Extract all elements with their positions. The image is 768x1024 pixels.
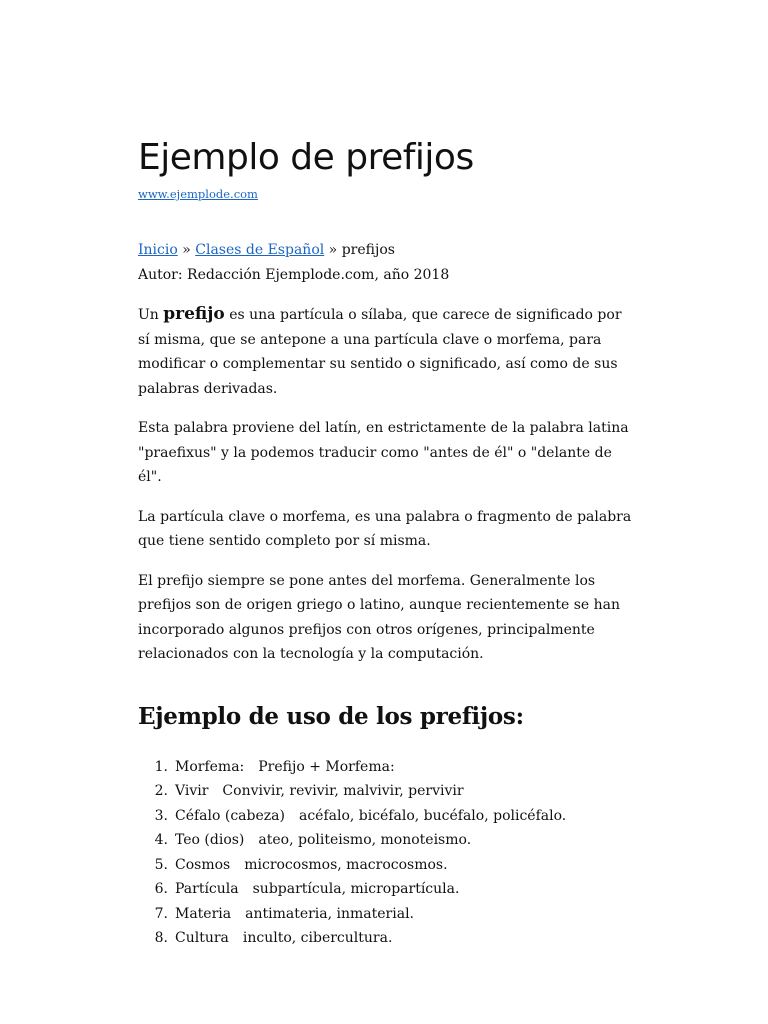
list-number: 5. <box>154 856 168 873</box>
breadcrumb-separator: » <box>177 242 196 258</box>
intro-lead: Un <box>138 307 164 323</box>
list-item <box>138 804 634 829</box>
author-line: Autor: Redacción Ejemplode.com, año 2018 <box>138 266 450 283</box>
breadcrumb-current: prefijos <box>341 242 395 258</box>
example-root: Teo (dios) <box>175 832 245 848</box>
list-number: 7. <box>154 905 168 922</box>
example-root: Vivir <box>175 783 209 799</box>
example-words: ateo, politeismo, monoteismo. <box>258 832 472 848</box>
list-item <box>138 902 634 927</box>
list-number: 4. <box>154 832 168 848</box>
breadcrumb-separator: » <box>324 242 342 258</box>
example-root: Céfalo (cabeza) <box>175 807 285 824</box>
list-item <box>138 853 634 878</box>
list-number: 6. <box>154 881 168 897</box>
list-number: 2. <box>154 783 168 799</box>
list-item <box>138 926 634 951</box>
examples-list <box>138 755 634 951</box>
paragraph-etymology: Esta palabra proviene del latín, en estrictamente de la palabra latina "praefixus" y la podemos traducir como "antes de él" o "delante de él". <box>138 420 629 485</box>
list-item <box>138 877 634 902</box>
list-number: 8. <box>154 930 168 946</box>
page-title: Ejemplo de prefijos <box>138 137 474 178</box>
example-words: subpartícula, micropartícula. <box>252 881 460 897</box>
article-body <box>138 238 634 951</box>
example-root: Cultura <box>175 930 229 946</box>
list-number: 3. <box>154 807 168 824</box>
breadcrumb <box>138 238 634 263</box>
paragraph-morpheme: La partícula clave o morfema, es una palabra o fragmento de palabra que tiene sentido completo por sí misma. <box>138 508 632 549</box>
list-item <box>138 779 634 804</box>
breadcrumb-section-link[interactable]: Clases de Español <box>195 242 325 258</box>
example-words: antimateria, inmaterial. <box>245 905 414 922</box>
example-words: acéfalo, bicéfalo, bucéfalo, policéfalo. <box>298 807 567 824</box>
list-number: 1. <box>154 758 168 775</box>
section-heading: Ejemplo de uso de los prefijos: <box>138 702 524 730</box>
example-words: microcosmos, macrocosmos. <box>244 856 448 873</box>
example-root: Partícula <box>175 881 239 897</box>
example-root: Morfema: <box>175 758 245 775</box>
paragraph-origin: El prefijo siempre se pone antes del morfema. Generalmente los prefijos son de origen griego o latino, aunque recientemente se han incorporado algunos prefijos con otros orígenes, principalmente relacionados con la tecnología y la computación. <box>138 572 621 662</box>
site-link[interactable]: www.ejemplode.com <box>138 187 258 201</box>
intro-rest: es una partícula o sílaba, que carece de significado por sí misma, que se antepone a una partícula clave o morfema, para modificar o complementar su sentido o significado, así como de sus palabras derivadas. <box>138 307 622 397</box>
intro-term: prefijo <box>163 304 225 324</box>
intro-paragraph <box>138 302 634 401</box>
breadcrumb-home-link[interactable]: Inicio <box>138 242 178 258</box>
example-words: Convivir, revivir, malvivir, pervivir <box>222 783 464 799</box>
example-words: inculto, cibercultura. <box>242 930 393 946</box>
list-item <box>138 828 634 853</box>
example-words: Prefijo + Morfema: <box>258 758 395 775</box>
example-root: Cosmos <box>175 856 231 873</box>
list-item <box>138 755 634 780</box>
example-root: Materia <box>175 905 232 922</box>
